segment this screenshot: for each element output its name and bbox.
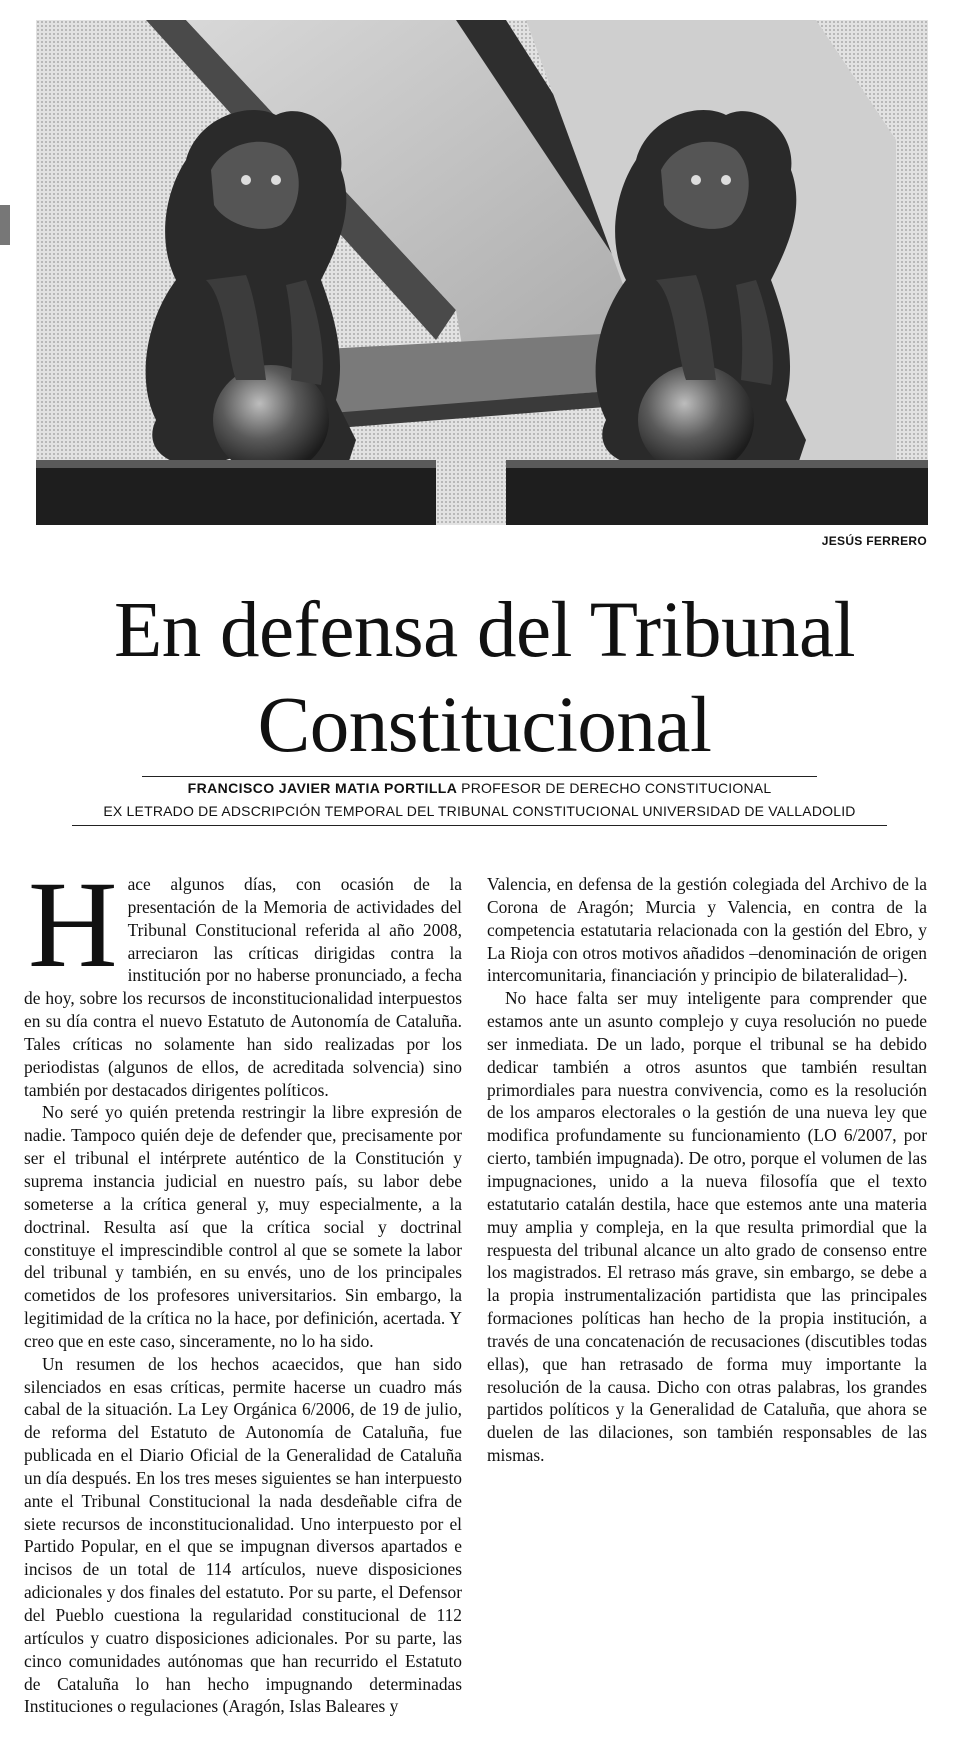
headline-line-2: Constitucional — [257, 682, 712, 769]
headline-line-1: En defensa del Tribunal — [113, 587, 856, 674]
article-paragraph-3-continued: Valencia, en defensa de la gestión colegiada del Archivo de la Corona de Aragón; Murcia y Valencia, en contra de la competencia estatutaria relacionada con la gestión del Ebro, y La Rioja con otros motivos añadidos –denominación de origen intercomunitaria, financiación y principio de bilateralidad–). — [487, 874, 927, 986]
article-paragraph-1 — [24, 856, 462, 1101]
photo-credit: JESÚS FERRERO — [821, 534, 927, 548]
article-column-left — [24, 856, 462, 1718]
article-paragraph-2: No seré yo quién pretenda restringir la libre expresión de nadie. Tampoco quién deje de defender que, precisamente por ser el tribunal el intérprete auténtico de la Constitución y suprema instancia judicial en nuestro país, su labor debe someterse a la crítica general y, muy especialmente, a la doctrinal. Resulta así que la crítica social y doctrinal constituye el imprescindible control al que se somete la labor del tribunal y también, en su envés, uno de los principales cometidos de los profesores universitarios. Sin embargo, la legitimidad de la crítica no la hace, por definición, acertada. Y creo que en este caso, sinceramente, no lo ha sido. — [24, 1102, 462, 1351]
byline-bottom-rule — [72, 825, 887, 826]
article-paragraph-3: Un resumen de los hechos acaecidos, que han sido silenciados en esas críticas, permite hacerse un cuadro más cabal de la situación. La Ley Orgánica 6/2006, de 19 de julio, de reforma del Estatuto de Autonomía de Cataluña, fue publicada en el Diario Oficial de la Generalidad de Cataluña un día después. En los tres meses siguientes se han interpuesto ante el Tribunal Constitucional la nada desdeñable cifra de siete recursos de inconstitucionalidad. Uno interpuesto por el Partido Popular, en el que se impugnan diversos apartados e incisos de un total de 114 artículos, nueve disposiciones adicionales y dos finales del estatuto. Por su parte, el Defensor del Pueblo cuestiona la regularidad constitucional de 112 artículos y cuatro disposiciones adicionales. Por su parte, las cinco comunidades autónomas que han recurrido el Estatuto de Cataluña lo han hecho impugnando determinadas Instituciones o regulaciones (Aragón, Islas Baleares y — [24, 1353, 462, 1717]
lions-illustration-svg — [36, 20, 928, 525]
article-column-right — [487, 873, 927, 1467]
byline — [72, 776, 887, 826]
author-role: PROFESOR DE DERECHO CONSTITUCIONAL — [461, 780, 772, 796]
paragraph-1-text: ace algunos días, con ocasión de la presentación de la Memoria de actividades del Tribunal Constitucional referida al año 2008, arreciaron las críticas dirigidas contra la institución por no haberse pronunciado, a fecha de hoy, sobre los recursos de inconstitucionalidad interpuestos en su día contra el nuevo Estatuto de Autonomía de Cataluña. Tales críticas no solamente han sido realizadas por los periodistas (algunos de ellos, de acreditada solvencia) sino también por destacados dirigentes políticos. — [24, 874, 462, 1100]
author-affiliation: EX LETRADO DE ADSCRIPCIÓN TEMPORAL DEL TRIBUNAL CONSTITUCIONAL UNIVERSIDAD DE VALLADOLID — [103, 803, 856, 819]
article-paragraph-4: No hace falta ser muy inteligente para comprender que estamos ante un asunto complejo y cuya resolución no puede ser inmediata. De un lado, porque el tribunal se ha debido dedicar también a otros asuntos que también resultan primordiales para nuestra convivencia, como es la resolución de los amparos electorales o la gestión de una nueva ley que modifica profundamente su funcionamiento (LO 6/2007, por cierto, también impugnada). De otro, porque el volumen de las impugnaciones, unido a la nueva filosofía que el texto estatutario catalán destila, hace que estemos ante una materia muy amplia y compleja, en la que resulta primordial que la respuesta del tribunal alcance un alto grado de consenso entre los magistrados. El retraso más grave, sin embargo, se debe a la propia instrumentalización partidista que las principales formaciones políticas han hecho de la propia institución, a través de una concatenación de recusaciones (discutibles todas ellas), que han retrasado de forma muy importante la resolución de la causa. Dicho con otras palabras, los grandes partidos políticos y la Generalidad de Cataluña, que ahora se duelen de las dilaciones, son también responsables de las mismas. — [487, 988, 927, 1466]
article-headline — [40, 583, 929, 773]
author-name: FRANCISCO JAVIER MATIA PORTILLA — [187, 780, 458, 796]
byline-line-1 — [72, 777, 887, 800]
lions-illustration — [36, 20, 928, 525]
drop-cap: H — [28, 856, 118, 993]
page-edge-tab — [0, 205, 10, 245]
